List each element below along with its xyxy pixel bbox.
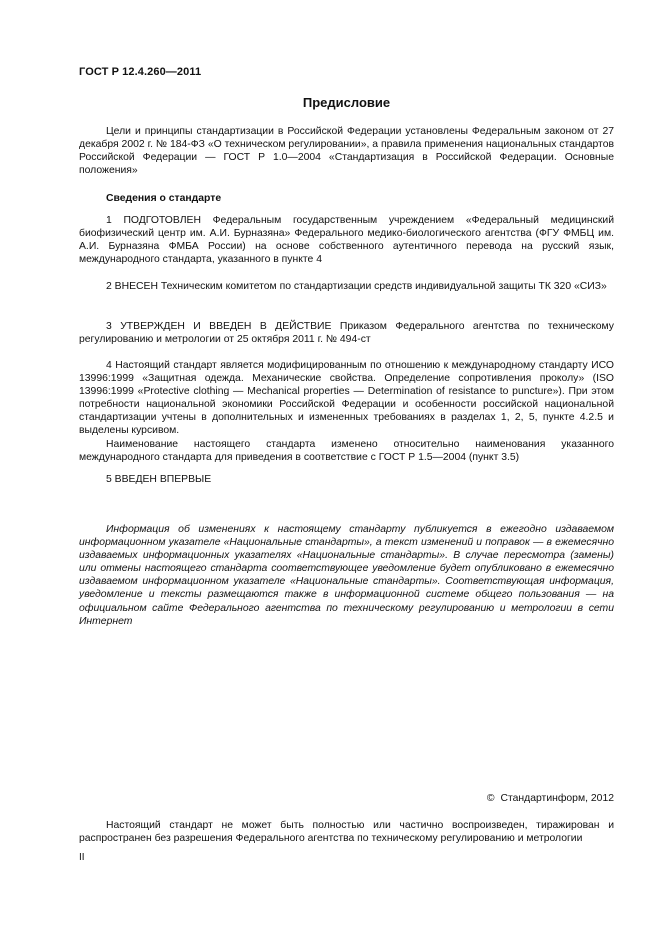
copyright-text: Стандартинформ, 2012 — [500, 793, 614, 804]
item-2-paragraph: 2 ВНЕСЕН Техническим комитетом по стандартизации средств индивидуальной защиты ТК 320 «СИЗ» — [106, 281, 607, 292]
item-3-block — [79, 320, 614, 346]
copyright-symbol: © — [486, 793, 495, 804]
item-5-block — [79, 473, 614, 486]
item-1-paragraph: 1 ПОДГОТОВЛЕН Федеральным государственным учреждением «Федеральный медицинский биофизический центр им. А.И. Бурназяна» Федерального медико-биологического агентства (ФГУ ФМБЦ им. А.И. Бурназяна ФМБА России) на основе собственного аутентичного перевода на русский язык, международного стандарта, указанного в пункте 4 — [79, 215, 614, 266]
footer-notice-paragraph: Настоящий стандарт не может быть полностью или частично воспроизведен, тиражирован и распространен без разрешения Федерального агентства по техническому регулированию и метрологии — [79, 820, 614, 845]
item-1-block — [79, 214, 614, 266]
copyright-line — [487, 793, 614, 804]
item-4-paragraph: 4 Настоящий стандарт является модифицированным по отношению к международному стандарту ИСО 13996:1999 «Защитная одежда. Механические свойства. Определение сопротивления проколу» (ISO 13996:1999 «Protective clothing — Mechanical properties — Determination of resistance to puncture»). При этом потребности национальной экономики Российской Федерации и особенности российской национальной стандартизации учтены в дополнительных и измененных требованиях в разделах 1, 2, 5, пункте 4.2.5 и выделены курсивом. — [79, 360, 614, 437]
intro-paragraph: Цели и принципы стандартизации в Российской Федерации установлены Федеральным законом от 27 декабря 2002 г. № 184-ФЗ «О техническом регулировании», а правила применения национальных стандартов Российской Федерации — ГОСТ Р 1.0—2004 «Стандартизация в Российской Федерации. Основные положения» — [79, 126, 614, 177]
standard-code-header: ГОСТ Р 12.4.260—2011 — [79, 66, 202, 78]
item-4-block — [79, 359, 614, 464]
item-5-paragraph: 5 ВВЕДЕН ВПЕРВЫЕ — [106, 474, 212, 485]
info-notice-paragraph: Информация об изменениях к настоящему стандарту публикуется в ежегодно издаваемом информационном указателе «Национальные стандарты», а текст изменений и поправок — в ежемесячно издаваемых информационных указателях «Национальные стандарты». В случае пересмотра (замены) или отмены настоящего стандарта соответствующее уведомление будет опубликовано в ежемесячно издаваемом информационном указателе «Национальные стандарты». Соответствующая информация, уведомление и тексты размещаются также в информационной системе общего пользования — на официальном сайте Федерального агентства по техническому регулированию и метрологии в сети Интернет — [79, 524, 614, 627]
section-heading: Сведения о стандарте — [106, 193, 222, 204]
info-notice-block — [79, 523, 614, 628]
footer-notice-block — [79, 819, 614, 845]
item-4-name-change-paragraph: Наименование настоящего стандарта изменено относительно наименования указанного международного стандарта для приведения в соответствие с ГОСТ Р 1.5—2004 (пункт 3.5) — [79, 438, 614, 463]
page-number: II — [79, 852, 85, 863]
item-3-paragraph: 3 УТВЕРЖДЕН И ВВЕДЕН В ДЕЙСТВИЕ Приказом Федерального агентства по техническому регулированию и метрологии от 25 октября 2011 г. № 494-ст — [79, 321, 614, 346]
item-2-block — [79, 280, 614, 293]
intro-paragraph-block — [79, 125, 614, 177]
page-title: Предисловие — [302, 95, 391, 110]
